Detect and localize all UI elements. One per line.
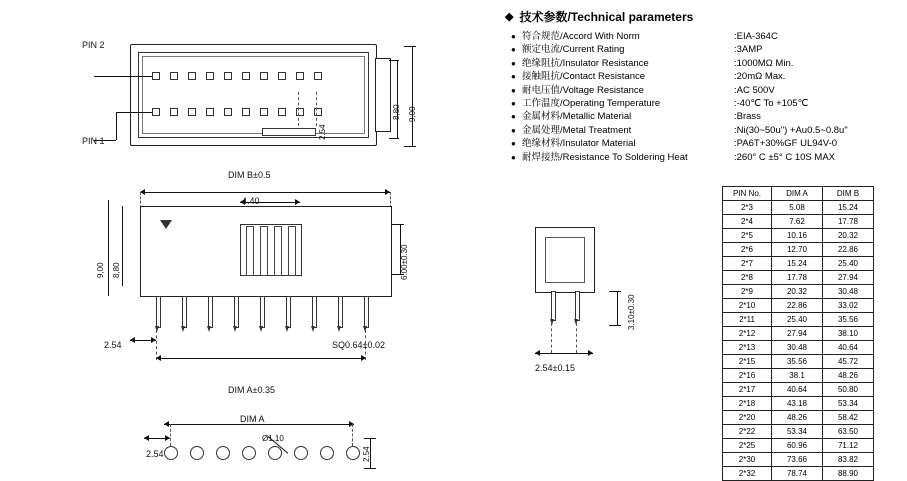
cell-dim-b: 27.94 (823, 271, 874, 285)
slot-divider (246, 226, 254, 276)
topview-pitch-label: 2.54 (318, 124, 327, 140)
param-label: 金属材料/Metallic Material (522, 111, 632, 123)
cell-dim-a: 22.86 (772, 299, 823, 313)
cell-dim-b: 83.82 (823, 453, 874, 467)
table-row (723, 411, 874, 425)
table-row (723, 369, 874, 383)
list-item (511, 110, 905, 123)
pcb-hole (242, 446, 256, 460)
technical-parameters-title (505, 8, 905, 25)
pin-leg-tip (233, 326, 237, 332)
side-cavity (545, 237, 585, 283)
cell-dim-a: 35.56 (772, 355, 823, 369)
cell-dim-b: 88.90 (823, 467, 874, 481)
connector-base-front (140, 286, 392, 297)
pin-pad (278, 108, 286, 116)
cell-dim-b: 17.78 (823, 215, 874, 229)
cell-pin: 2*25 (723, 439, 772, 453)
param-label: 绝缘材料/Insulator Material (522, 138, 636, 150)
table-row (723, 355, 874, 369)
param-value: :1000MΩ Min. (734, 57, 794, 69)
cell-dim-b: 38.10 (823, 327, 874, 341)
dim-b-label: DIM B±0.5 (228, 170, 271, 180)
table-row (723, 383, 874, 397)
pcb-hole (294, 446, 308, 460)
slot-divider (274, 226, 282, 276)
col-header-dim-a: DIM A (772, 187, 823, 201)
param-value: :Brass (734, 111, 761, 123)
bullet-icon: ● (511, 152, 516, 162)
cell-dim-a: 12.70 (772, 243, 823, 257)
cell-dim-a: 38.1 (772, 369, 823, 383)
param-label: 符合规范/Accord With Norm (522, 31, 640, 42)
pin-pad (296, 72, 304, 80)
pin-leg-tip (181, 326, 185, 332)
slot-divider (260, 226, 268, 276)
slot-divider (288, 226, 296, 276)
pin-leg (156, 296, 161, 328)
pin-pad (170, 72, 178, 80)
cell-dim-a: 17.78 (772, 271, 823, 285)
param-value: :EIA-364C (734, 31, 778, 42)
list-item (511, 97, 905, 110)
technical-parameters-block (505, 8, 905, 164)
pcb-hole (320, 446, 334, 460)
cell-dim-b: 40.64 (823, 341, 874, 355)
pin-leg-tip (311, 326, 315, 332)
cell-dim-b: 45.72 (823, 355, 874, 369)
cell-dim-a: 43.18 (772, 397, 823, 411)
cell-dim-a: 60.96 (772, 439, 823, 453)
table-row (723, 215, 874, 229)
cell-dim-a: 5.08 (772, 201, 823, 215)
pcb-hole (216, 446, 230, 460)
cell-pin: 2*20 (723, 411, 772, 425)
pin-pad (206, 108, 214, 116)
bullet-icon: ● (511, 139, 516, 149)
sq-label: SQ0.64±0.02 (332, 340, 385, 350)
bottomview-254-right-label: 2.54 (362, 446, 371, 462)
table-row (723, 327, 874, 341)
polarizing-notch (262, 128, 316, 136)
table-row (723, 229, 874, 243)
dim-a-label: DIM A±0.35 (228, 385, 275, 395)
param-value: :Ni(30~50u") +Au0.5~0.8u" (734, 124, 848, 136)
pin-leg (260, 296, 265, 328)
connector-right-block (375, 58, 391, 132)
cell-dim-a: 15.24 (772, 257, 823, 271)
dimension-table (722, 186, 874, 481)
cell-dim-b: 48.26 (823, 369, 874, 383)
param-label: 金属处理/Metal Treatment (522, 124, 632, 136)
cell-pin: 2*30 (723, 453, 772, 467)
pcb-hole (268, 446, 282, 460)
cell-pin: 2*7 (723, 257, 772, 271)
front-view-drawing (100, 180, 430, 400)
dim-600-label: 6.00±0.30 (400, 244, 409, 280)
cell-dim-b: 71.12 (823, 439, 874, 453)
cell-pin: 2*13 (723, 341, 772, 355)
bullet-icon: ● (511, 32, 516, 41)
table-row (723, 285, 874, 299)
sideview-pitch-label: 2.54±0.15 (535, 363, 575, 373)
topview-900-label: 9,00 (408, 106, 417, 122)
pin1-label: PIN 1 (82, 136, 105, 146)
hole-diameter-label: Ø1.10 (262, 434, 284, 443)
cell-dim-a: 20.32 (772, 285, 823, 299)
table-header-row (723, 187, 874, 201)
pin-pad (170, 108, 178, 116)
cell-pin: 2*16 (723, 369, 772, 383)
cell-pin: 2*32 (723, 467, 772, 481)
pin-leg (208, 296, 213, 328)
pin-pad (314, 72, 322, 80)
cell-dim-a: 27.94 (772, 327, 823, 341)
cell-pin: 2*8 (723, 271, 772, 285)
pin-leg (551, 291, 556, 321)
cell-pin: 2*18 (723, 397, 772, 411)
param-value: :3AMP (734, 44, 763, 56)
bullet-icon: ● (511, 99, 516, 109)
cell-dim-b: 22.86 (823, 243, 874, 257)
param-label: 接触阻抗/Contact Resistance (522, 71, 646, 83)
pin-leg (338, 296, 343, 328)
col-header-pin: PIN No. (723, 187, 772, 201)
orientation-triangle-icon (160, 220, 172, 229)
cell-dim-a: 30.48 (772, 341, 823, 355)
col-header-dim-b: DIM B (823, 187, 874, 201)
pin-leg (312, 296, 317, 328)
top-view-drawing (112, 36, 412, 156)
connector-cavity (142, 56, 365, 134)
list-item (511, 124, 905, 137)
param-label: 绝缘阻抗/Insulator Resistance (522, 57, 649, 69)
pin-leg (234, 296, 239, 328)
cell-pin: 2*12 (723, 327, 772, 341)
cell-dim-a: 7.62 (772, 215, 823, 229)
table-row (723, 257, 874, 271)
table-row (723, 439, 874, 453)
table-row (723, 299, 874, 313)
frontview-900-label: 9,00 (96, 262, 105, 278)
pin-pad (188, 108, 196, 116)
pin-leg (364, 296, 369, 328)
frontview-254-label: 2.54 (104, 340, 122, 350)
side-view-drawing (505, 205, 665, 405)
list-item (511, 57, 905, 70)
cell-dim-a: 25.40 (772, 313, 823, 327)
param-label: 工作温度/Operating Temperature (522, 98, 661, 110)
pin2-label: PIN 2 (82, 40, 105, 50)
cell-dim-b: 53.34 (823, 397, 874, 411)
cell-dim-b: 35.56 (823, 313, 874, 327)
topview-880-label: 8,80 (392, 104, 401, 120)
pin-leg (575, 291, 580, 321)
cell-pin: 2*5 (723, 229, 772, 243)
sideview-height-label: 3.10±0.30 (627, 294, 636, 330)
pin-leg (182, 296, 187, 328)
cell-dim-b: 25.40 (823, 257, 874, 271)
table-row (723, 467, 874, 481)
cell-dim-b: 58.42 (823, 411, 874, 425)
pin-pad (242, 108, 250, 116)
pcb-hole (190, 446, 204, 460)
pin-leg-tip (285, 326, 289, 332)
pin-pad (242, 72, 250, 80)
cell-pin: 2*15 (723, 355, 772, 369)
cell-pin: 2*9 (723, 285, 772, 299)
pin-leg-tip (207, 326, 211, 332)
table-row (723, 341, 874, 355)
cell-pin: 2*22 (723, 425, 772, 439)
cell-pin: 2*10 (723, 299, 772, 313)
pin-leg-tip (259, 326, 263, 332)
cell-dim-a: 53.34 (772, 425, 823, 439)
pin-leg-tip (337, 326, 341, 332)
param-value: :20mΩ Max. (734, 71, 786, 83)
param-value: :PA6T+30%GF UL94V-0 (734, 138, 838, 150)
param-value: :AC 500V (734, 84, 775, 96)
cell-dim-b: 30.48 (823, 285, 874, 299)
table-row (723, 271, 874, 285)
pin-pad (260, 108, 268, 116)
param-value: :-40℃ To +105℃ (734, 98, 809, 110)
bullet-icon: ● (511, 72, 516, 82)
pin-leg (286, 296, 291, 328)
cell-dim-a: 73.66 (772, 453, 823, 467)
list-item (511, 137, 905, 150)
technical-parameters-title-text: 技术参数/Technical parameters (519, 10, 694, 24)
cell-dim-b: 15.24 (823, 201, 874, 215)
table-row (723, 397, 874, 411)
table-row (723, 425, 874, 439)
cell-pin: 2*6 (723, 243, 772, 257)
bottomview-dim-a-label: DIM A (240, 414, 265, 424)
pin-pad (224, 72, 232, 80)
pcb-hole (164, 446, 178, 460)
technical-parameters-list (511, 30, 905, 164)
cell-dim-b: 20.32 (823, 229, 874, 243)
bullet-icon: ● (511, 125, 516, 135)
param-label: 耐电压值/Voltage Resistance (522, 84, 644, 96)
pin-pad (152, 72, 160, 80)
pin-pad (206, 72, 214, 80)
cell-dim-a: 78.74 (772, 467, 823, 481)
cell-dim-b: 33.02 (823, 299, 874, 313)
pin-pad (152, 108, 160, 116)
pin-pad (224, 108, 232, 116)
list-item (511, 30, 905, 43)
cell-dim-b: 63.50 (823, 425, 874, 439)
cell-pin: 2*3 (723, 201, 772, 215)
table-row (723, 453, 874, 467)
list-item (511, 70, 905, 83)
bullet-icon: ● (511, 58, 516, 68)
cell-dim-a: 40.64 (772, 383, 823, 397)
list-item (511, 151, 905, 164)
cell-pin: 2*17 (723, 383, 772, 397)
bullet-icon: ● (511, 85, 516, 95)
cell-dim-a: 10.16 (772, 229, 823, 243)
pcb-hole (346, 446, 360, 460)
bottomview-254-left-label: 2.54 (146, 449, 164, 459)
param-value: :260° C ±5° C 10S MAX (734, 151, 835, 163)
diamond-icon: ◆ (505, 11, 514, 23)
table-row (723, 313, 874, 327)
cell-pin: 2*4 (723, 215, 772, 229)
dim-440-label: 4.40 (242, 196, 260, 206)
list-item (511, 84, 905, 97)
table-row (723, 201, 874, 215)
list-item (511, 43, 905, 56)
param-label: 耐焊接热/Resistance To Soldering Heat (522, 151, 688, 163)
cell-dim-b: 50.80 (823, 383, 874, 397)
bullet-icon: ● (511, 112, 516, 122)
table-row (723, 243, 874, 257)
pin-pad (260, 72, 268, 80)
cell-pin: 2*11 (723, 313, 772, 327)
frontview-880-label: 8,80 (112, 262, 121, 278)
param-label: 额定电流/Current Rating (522, 44, 625, 56)
cell-dim-a: 48.26 (772, 411, 823, 425)
bullet-icon: ● (511, 45, 516, 55)
pin-pad (188, 72, 196, 80)
pin-pad (278, 72, 286, 80)
